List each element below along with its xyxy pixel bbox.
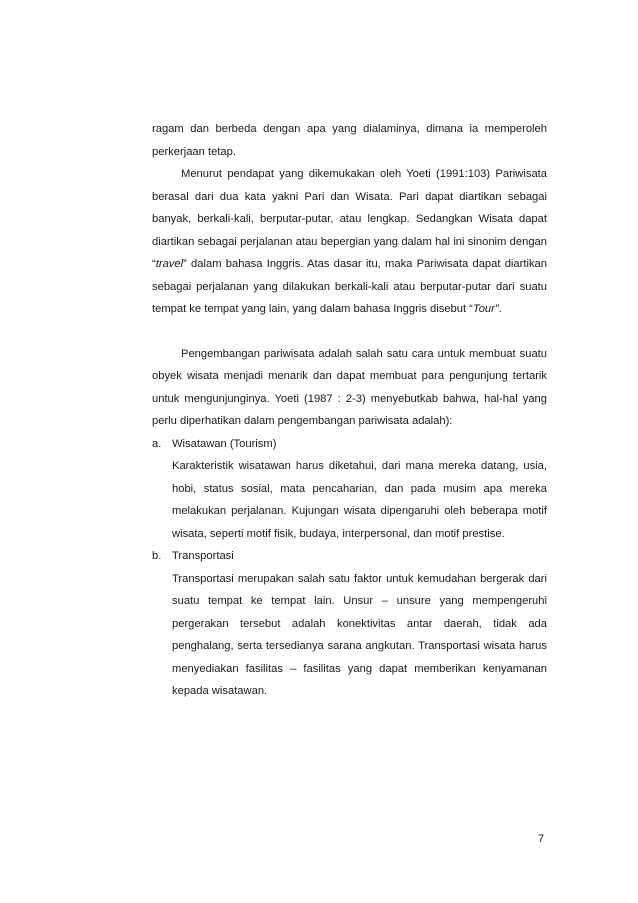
italic-travel: travel: [155, 258, 184, 270]
list-item-title: Transportasi: [172, 550, 234, 562]
list-item-body: Transportasi merupakan salah satu faktor untuk kemudahan bergerak dari suatu tempat ke tempat lain. Unsur – unsure yang mempengeruhi pergerakan tersebut adalah konektivitas antar daerah, tidak ada penghalang, serta tersedianya sarana angkutan. Transportasi wisata harus menyediakan fasilitas – fasilitas yang dapat memberikan kenyamanan kepada wisatawan.: [172, 572, 547, 697]
paragraph-continued: ragam dan berbeda dengan apa yang dialaminya, dimana ia memperoleh perkerjaan tetap.: [152, 123, 547, 158]
page-number: 7: [538, 833, 545, 845]
list-marker: b.: [152, 550, 162, 562]
paragraph-yoeti-part3: .: [498, 303, 502, 315]
paragraph-yoeti-part2: ” dalam bahasa Inggris. Atas dasar itu, maka Pariwisata dapat diartikan sebagai perjalanan yang dilakukan berkali-kali atau berputar-putar dari suatu tempat ke tempat yang lain, yang dalam bahasa Inggris disebut “: [152, 258, 547, 315]
paragraph-spacer: [152, 321, 547, 343]
list-item-title: Wisatawan (Tourism): [172, 437, 277, 450]
list-item-transportasi: [152, 545, 547, 703]
italic-tour: Tour”: [472, 303, 499, 315]
paragraph-pengembangan: Pengembangan pariwisata adalah salah satu cara untuk membuat suatu obyek wisata menjadi menarik dan dapat membuat para pengunjung tertarik untuk mengunjunginya. Yoeti (1987 : 2-3) menyebutkab bahwa, hal-hal yang perlu diperhatikan dalam pengembangan pariwisata adalah):: [152, 347, 547, 427]
body-text: [152, 118, 547, 703]
list-item-wisatawan: [152, 433, 547, 546]
paragraph-yoeti-definition: [152, 163, 547, 321]
list-item-body: Karakteristik wisatawan harus diketahui, dari mana mereka datang, usia, hobi, status sosial, mata pencaharian, dan pada musim apa mereka melakukan perjalanan. Kujungan wisata dipengaruhi oleh beberapa motif wisata, seperti motif fisik, budaya, interpersonal, dan motif prestise.: [172, 460, 547, 540]
list-marker: a.: [152, 437, 162, 450]
paragraph-yoeti-part1: Menurut pendapat yang dikemukakan oleh Yoeti (1991:103) Pariwisata berasal dari dua kata yakni Pari dan Wisata. Pari dapat diartikan sebagai banyak, berkali-kali, berputar-putar, atau lengkap. Sedangkan Wisata dapat diartikan sebagai perjalanan atau bepergian yang dalam hal ini sinonim dengan “: [152, 168, 547, 270]
